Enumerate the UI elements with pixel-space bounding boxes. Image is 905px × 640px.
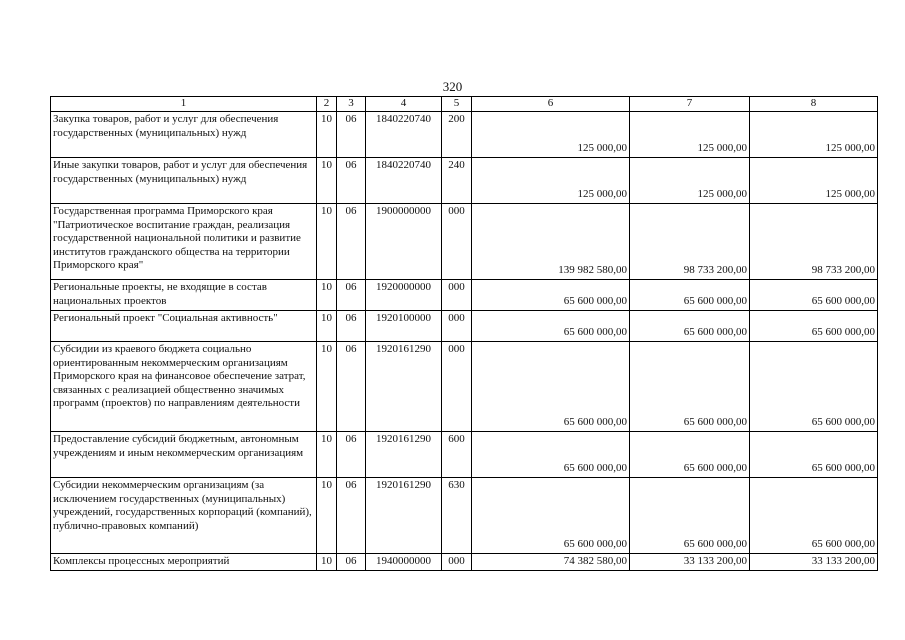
cell-col7: 98 733 200,00 <box>630 204 750 280</box>
column-header: 4 <box>366 97 442 112</box>
column-header: 1 <box>51 97 317 112</box>
cell-col6: 65 600 000,00 <box>472 432 630 478</box>
cell-col4: 1940000000 <box>366 554 442 571</box>
row-name: Региональные проекты, не входящие в состав национальных проектов <box>51 280 317 311</box>
page-number: 320 <box>442 79 463 94</box>
cell-col6: 65 600 000,00 <box>472 311 630 342</box>
cell-col3: 06 <box>337 280 366 311</box>
cell-col3: 06 <box>337 204 366 280</box>
column-header: 3 <box>337 97 366 112</box>
cell-col8: 125 000,00 <box>750 112 878 158</box>
row-name: Государственная программа Приморского края "Патриотическое воспитание граждан, реализация государственной национальной политики и развитие институтов гражданского общества на территории Приморского края" <box>51 204 317 280</box>
cell-col5: 000 <box>442 311 472 342</box>
cell-col5: 000 <box>442 280 472 311</box>
cell-col6: 65 600 000,00 <box>472 280 630 311</box>
cell-col3: 06 <box>337 311 366 342</box>
cell-col3: 06 <box>337 342 366 432</box>
cell-col8: 125 000,00 <box>750 158 878 204</box>
cell-col5: 600 <box>442 432 472 478</box>
cell-col8: 33 133 200,00 <box>750 554 878 571</box>
cell-col7: 125 000,00 <box>630 112 750 158</box>
cell-col7: 65 600 000,00 <box>630 342 750 432</box>
cell-col5: 000 <box>442 342 472 432</box>
table-row <box>51 554 878 571</box>
cell-col2: 10 <box>317 432 337 478</box>
cell-col4: 1920161290 <box>366 342 442 432</box>
cell-col4: 1920100000 <box>366 311 442 342</box>
cell-col8: 65 600 000,00 <box>750 342 878 432</box>
row-name: Иные закупки товаров, работ и услуг для обеспечения государственных (муниципальных) нужд <box>51 158 317 204</box>
cell-col4: 1840220740 <box>366 158 442 204</box>
cell-col4: 1920000000 <box>366 280 442 311</box>
cell-col3: 06 <box>337 112 366 158</box>
cell-col8: 65 600 000,00 <box>750 432 878 478</box>
cell-col6: 125 000,00 <box>472 158 630 204</box>
cell-col2: 10 <box>317 342 337 432</box>
column-number-header <box>51 97 878 112</box>
cell-col8: 65 600 000,00 <box>750 311 878 342</box>
cell-col4: 1840220740 <box>366 112 442 158</box>
cell-col8: 98 733 200,00 <box>750 204 878 280</box>
table-row <box>51 432 878 478</box>
column-header: 5 <box>442 97 472 112</box>
cell-col3: 06 <box>337 478 366 554</box>
table-row <box>51 204 878 280</box>
table-row <box>51 311 878 342</box>
column-header: 8 <box>750 97 878 112</box>
cell-col7: 33 133 200,00 <box>630 554 750 571</box>
cell-col6: 74 382 580,00 <box>472 554 630 571</box>
cell-col7: 65 600 000,00 <box>630 311 750 342</box>
table-row <box>51 280 878 311</box>
row-name: Комплексы процессных мероприятий <box>51 554 317 571</box>
cell-col3: 06 <box>337 158 366 204</box>
row-name: Субсидии некоммерческим организациям (за исключением государственных (муниципальных) учреждений, государственных корпораций (компаний), публично-правовых компаний) <box>51 478 317 554</box>
column-header: 2 <box>317 97 337 112</box>
cell-col5: 000 <box>442 554 472 571</box>
table-row <box>51 478 878 554</box>
budget-table <box>50 96 878 571</box>
cell-col2: 10 <box>317 311 337 342</box>
cell-col2: 10 <box>317 112 337 158</box>
cell-col6: 139 982 580,00 <box>472 204 630 280</box>
cell-col2: 10 <box>317 478 337 554</box>
table-row <box>51 342 878 432</box>
cell-col4: 1920161290 <box>366 478 442 554</box>
cell-col7: 65 600 000,00 <box>630 478 750 554</box>
cell-col3: 06 <box>337 554 366 571</box>
cell-col5: 630 <box>442 478 472 554</box>
column-header: 6 <box>472 97 630 112</box>
cell-col6: 125 000,00 <box>472 112 630 158</box>
cell-col5: 240 <box>442 158 472 204</box>
cell-col6: 65 600 000,00 <box>472 342 630 432</box>
cell-col4: 1900000000 <box>366 204 442 280</box>
cell-col3: 06 <box>337 432 366 478</box>
row-name: Закупка товаров, работ и услуг для обеспечения государственных (муниципальных) нужд <box>51 112 317 158</box>
cell-col7: 65 600 000,00 <box>630 432 750 478</box>
column-header: 7 <box>630 97 750 112</box>
row-name: Региональный проект "Социальная активность" <box>51 311 317 342</box>
cell-col2: 10 <box>317 158 337 204</box>
cell-col4: 1920161290 <box>366 432 442 478</box>
table-row <box>51 112 878 158</box>
cell-col5: 000 <box>442 204 472 280</box>
cell-col5: 200 <box>442 112 472 158</box>
cell-col8: 65 600 000,00 <box>750 280 878 311</box>
cell-col6: 65 600 000,00 <box>472 478 630 554</box>
cell-col8: 65 600 000,00 <box>750 478 878 554</box>
cell-col2: 10 <box>317 554 337 571</box>
cell-col7: 125 000,00 <box>630 158 750 204</box>
row-name: Субсидии из краевого бюджета социально ориентированным некоммерческим организациям Приморского края на финансовое обеспечение затрат, связанных с реализацией общественно значимых программ (проектов) по направлениям деятельности <box>51 342 317 432</box>
table-row <box>51 158 878 204</box>
cell-col7: 65 600 000,00 <box>630 280 750 311</box>
cell-col2: 10 <box>317 280 337 311</box>
row-name: Предоставление субсидий бюджетным, автономным учреждениям и иным некоммерческим организациям <box>51 432 317 478</box>
cell-col2: 10 <box>317 204 337 280</box>
